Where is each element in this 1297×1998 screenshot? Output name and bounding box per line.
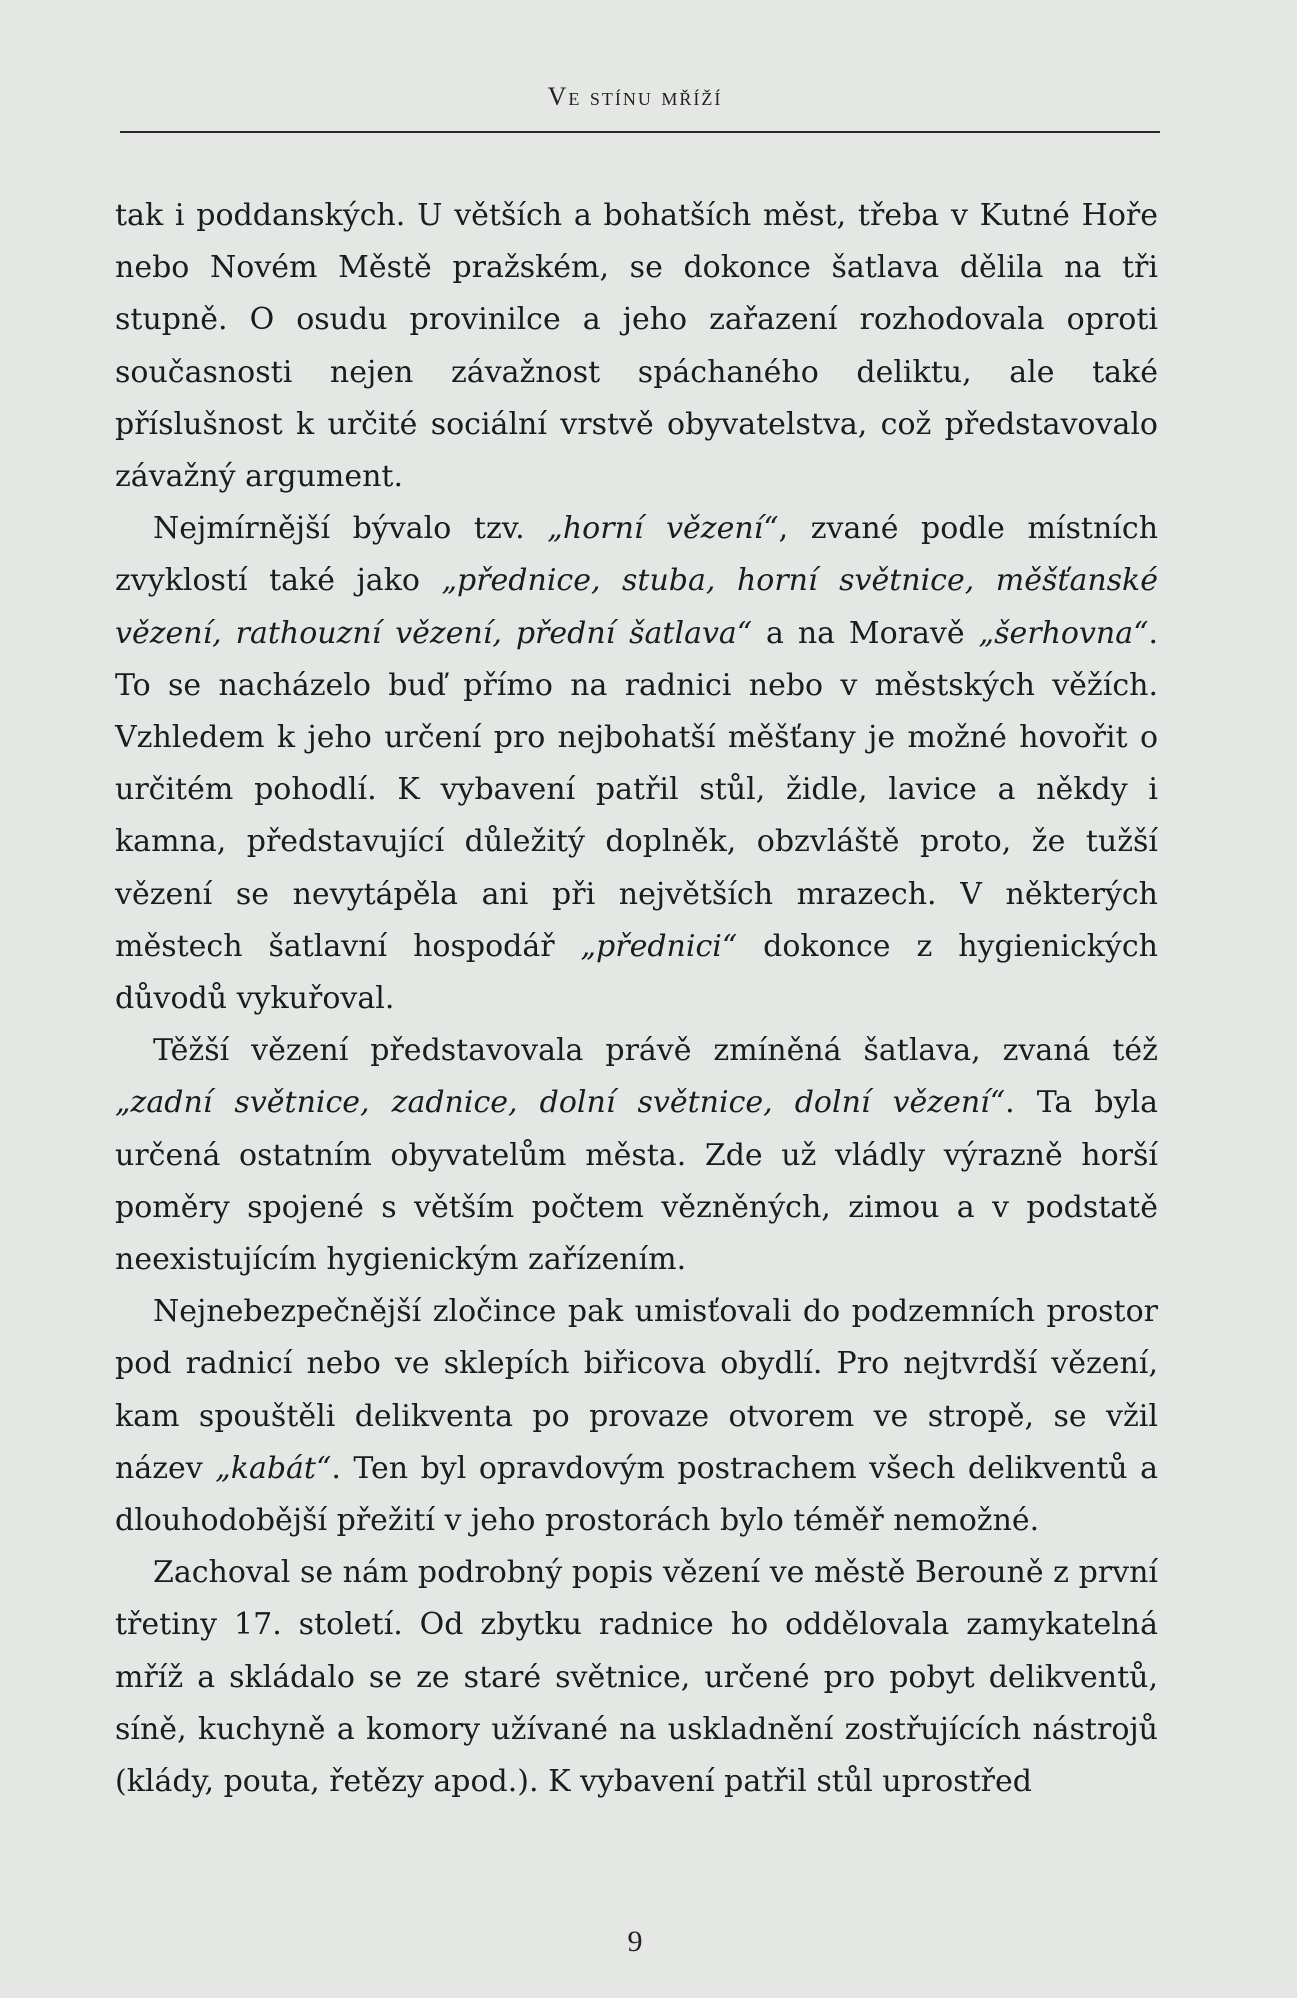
italic-term: „přednice, stuba, horní světnice, měšťanské vězení, rathouzní vězení, přední šatlava“ bbox=[115, 563, 1158, 651]
paragraph bbox=[115, 1286, 1158, 1547]
body-text bbox=[115, 190, 1158, 1808]
running-head: Ve stínu mříží bbox=[547, 82, 723, 111]
paragraph bbox=[115, 190, 1158, 503]
text-segment: Těžší vězení představovala právě zmíněná šatlava, zvaná též bbox=[153, 1033, 1158, 1069]
text-segment: dokonce z hygienických důvodů vykuřoval. bbox=[115, 928, 1158, 1017]
paragraph bbox=[115, 503, 1158, 1025]
paragraph bbox=[115, 1025, 1158, 1286]
text-segment: Zachoval se nám podrobný popis vězení ve městě Berouně z první třetiny 17. století. Od zbytku radnice ho oddělovala zamykatelná mříž a skládalo se ze staré světnice, určené pro pobyt delikventů, síně, kuchyně a komory užívané na uskladnění zostřujících nástrojů (klády, pouta, řetězy apod.). K vybavení patřil stůl uprostřed bbox=[115, 1555, 1158, 1800]
text-segment: Nejnebezpečnější zločince pak umisťovali do podzemních prostor pod radnicí nebo ve sklepích biřicova obydlí. Pro nejtvrdší vězení, kam spouštěli delikventa po provaze otvorem ve stropě, se vžil název bbox=[115, 1294, 1158, 1486]
header-rule bbox=[120, 131, 1160, 133]
italic-term: „přednici“ bbox=[580, 928, 738, 964]
page-number: 9 bbox=[627, 1925, 643, 1958]
text-segment: . Ten byl opravdovým postrachem všech delikventů a dlouhodobější přežití v jeho prostorách bylo téměř nemožné. bbox=[115, 1450, 1158, 1539]
text-segment: a na Moravě bbox=[752, 615, 979, 651]
text-segment: . Ta byla určená ostatním obyvatelům města. Zde už vládly výrazně horší poměry spojené s větším počtem vězněných, zimou a v podstatě neexistujícím hygienickým zařízením. bbox=[115, 1085, 1158, 1278]
italic-term: „zadní světnice, zadnice, dolní světnice, dolní vězení“ bbox=[115, 1085, 1006, 1121]
text-segment: Nejmírnější bývalo tzv. bbox=[153, 511, 548, 547]
italic-term: „šerhovna“ bbox=[978, 615, 1149, 651]
text-segment: . To se nacházelo buď přímo na radnici nebo v městských věžích. Vzhledem k jeho určení pro nejbohatší měšťany je možné hovořit o určitém pohodlí. K vybavení patřil stůl, židle, lavice a někdy i kamna, představující důležitý doplněk, obzvláště proto, že tužší vězení se nevytápěla ani při největších mrazech. V některých městech šatlavní hospodář bbox=[115, 615, 1158, 964]
italic-term: „horní vězení“ bbox=[547, 511, 779, 547]
text-segment: , zvané podle místních zvyklostí také jako bbox=[115, 511, 1159, 599]
italic-term: „kabát“ bbox=[215, 1450, 332, 1486]
paragraph bbox=[115, 1547, 1158, 1808]
text-segment: tak i poddanských. U větších a bohatších měst, třeba v Kutné Hoře nebo Novém Městě pražském, se dokonce šatlava dělila na tři stupně. O osudu provinilce a jeho zařazení rozhodovala oproti současnosti nejen závažnost spáchaného deliktu, ale také příslušnost k určité sociální vrstvě obyvatelstva, což představovalo závažný argument. bbox=[115, 198, 1158, 495]
